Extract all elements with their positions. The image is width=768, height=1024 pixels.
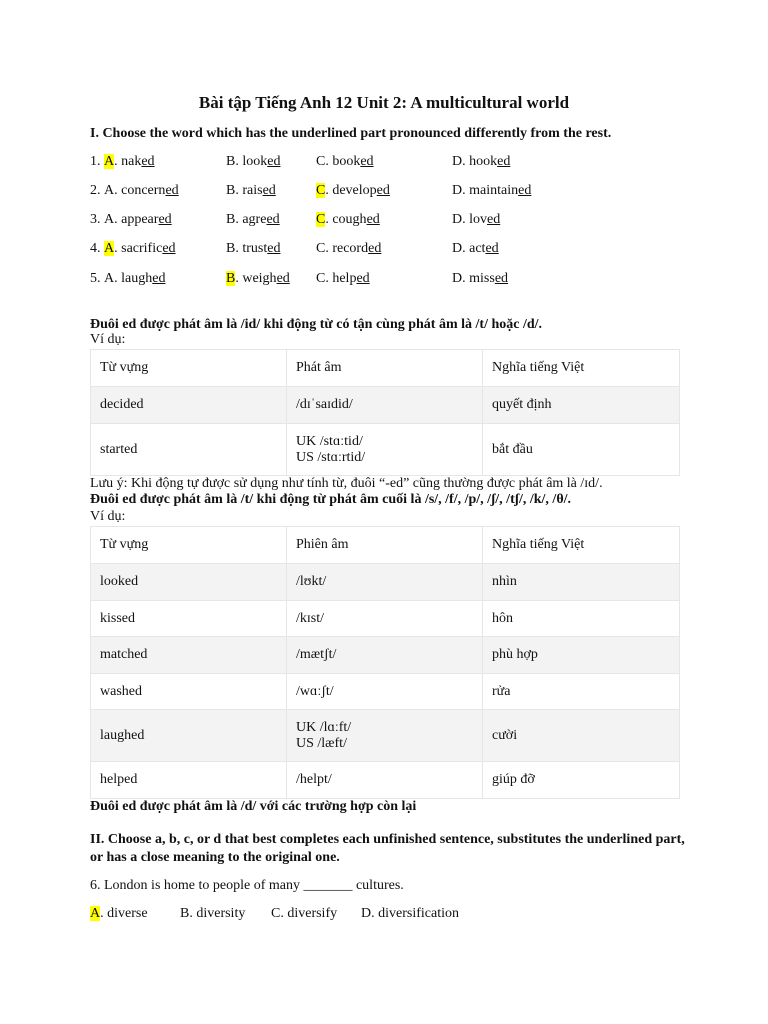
underlined-suffix: ed	[267, 154, 281, 169]
table-row	[91, 762, 680, 799]
cell-text: US /læft/	[296, 735, 347, 751]
underlined-suffix: ed	[368, 241, 382, 256]
answer-option-c	[316, 183, 390, 199]
option-stem: cough	[328, 212, 367, 227]
option-letter: D	[452, 183, 463, 198]
cell-text: Phát âm	[296, 360, 342, 375]
option-separator: .	[462, 212, 466, 227]
answer-option-c	[271, 906, 337, 922]
cell-text: /dɪˈsaɪdid/	[296, 397, 353, 412]
question-number: 4.	[90, 241, 101, 256]
cell-text: bắt đầu	[492, 441, 533, 457]
option-separator: .	[325, 212, 329, 227]
answer-option-a	[104, 154, 155, 170]
cell-text: phù hợp	[492, 647, 538, 662]
underlined-suffix: ed	[165, 183, 179, 198]
cell-text: /lʊkt/	[296, 574, 327, 589]
table-row	[91, 564, 680, 601]
answer-option-d	[361, 906, 459, 922]
table-cell	[483, 762, 680, 799]
option-stem: rais	[238, 183, 263, 198]
table-cell	[287, 424, 483, 476]
option-separator: .	[114, 212, 118, 227]
option-stem: maintain	[465, 183, 519, 198]
underlined-suffix: ed	[152, 271, 166, 286]
question-6-text: 6. London is home to people of many _______ cultures.	[90, 878, 404, 893]
question-number: 3.	[90, 212, 101, 227]
option-text: . diversification	[371, 906, 459, 921]
option-stem: concern	[117, 183, 166, 198]
table-header-cell	[287, 527, 483, 564]
rule-t-example-label: Ví dụ:	[90, 509, 126, 524]
table-cell	[91, 424, 287, 476]
underlined-suffix: ed	[485, 241, 499, 256]
table-cell	[91, 762, 287, 799]
table-cell	[91, 637, 287, 674]
table-cell	[483, 387, 680, 424]
table-cell	[287, 637, 483, 674]
cell-text: matched	[100, 647, 148, 662]
underlined-suffix: ed	[494, 271, 509, 286]
answer-option-b	[226, 241, 280, 257]
question-number: 5.	[90, 271, 101, 286]
cell-text: quyết định	[492, 397, 552, 412]
option-letter: B	[226, 241, 236, 256]
option-separator: .	[462, 183, 466, 198]
table-header-cell	[287, 350, 483, 387]
option-stem: lov	[465, 212, 488, 227]
underlined-suffix: ed	[366, 212, 380, 227]
question-row	[90, 183, 690, 203]
cell-text: hôn	[492, 610, 513, 626]
table-header-cell	[91, 350, 287, 387]
option-separator: .	[325, 154, 329, 169]
option-letter: C	[316, 154, 326, 169]
option-letter: D	[452, 241, 463, 256]
cell-text: cười	[492, 727, 518, 743]
cell-text: started	[100, 441, 138, 457]
underlined-suffix: ed	[162, 241, 176, 256]
table-row	[91, 637, 680, 674]
table-header-cell	[483, 350, 680, 387]
answer-option-b	[226, 154, 280, 170]
table-cell	[91, 601, 287, 637]
pronunciation-table-id	[90, 349, 680, 476]
table-header-cell	[91, 527, 287, 564]
underlined-suffix: ed	[360, 154, 374, 169]
option-separator: .	[462, 241, 466, 256]
option-separator: .	[462, 154, 466, 169]
cell-text: /mætʃt/	[296, 647, 337, 662]
answer-option-d	[452, 183, 531, 199]
table-cell	[483, 601, 680, 637]
option-letter: C	[316, 271, 326, 286]
table-cell	[483, 710, 680, 762]
cell-text: /helpt/	[296, 772, 332, 787]
underlined-suffix: ed	[262, 183, 276, 198]
cell-text: helped	[100, 772, 138, 787]
answer-option-c	[316, 212, 380, 228]
rule-id-heading: Đuôi ed được phát âm là /id/ khi động từ có tận cùng phát âm là /t/ hoặc /d/.	[90, 317, 543, 332]
section1-instruction: I. Choose the word which has the underlined part pronounced differently from the rest.	[90, 126, 612, 141]
option-separator: .	[325, 271, 329, 286]
option-stem: book	[328, 154, 361, 169]
question-row	[90, 154, 690, 174]
table-cell	[483, 674, 680, 710]
cell-text: rửa	[492, 683, 511, 699]
option-stem: hook	[465, 154, 498, 169]
table-cell	[287, 674, 483, 710]
table-cell	[483, 637, 680, 674]
rule-t-heading: Đuôi ed được phát âm là /t/ khi động từ phát âm cuối là /s/, /f/, /p/, /ʃ/, /tʃ/, /k/, /θ/.	[90, 492, 572, 507]
option-stem: record	[328, 241, 369, 256]
option-stem: help	[328, 271, 357, 286]
underlined-suffix: ed	[266, 212, 280, 227]
question-number: 1.	[90, 154, 101, 169]
underlined-suffix: ed	[267, 241, 281, 256]
page-title: Bài tập Tiếng Anh 12 Unit 2: A multicultural world	[198, 93, 570, 112]
underlined-suffix: ed	[141, 154, 155, 169]
option-separator: .	[235, 241, 239, 256]
option-stem: sacrific	[117, 241, 163, 256]
underlined-suffix: ed	[497, 154, 511, 169]
table-row	[91, 674, 680, 710]
underlined-suffix: ed	[518, 183, 532, 198]
table-cell	[287, 601, 483, 637]
question-number: 2.	[90, 183, 101, 198]
option-letter: C	[316, 183, 326, 198]
table-cell	[91, 564, 287, 601]
option-text: . diverse	[100, 906, 148, 921]
cell-text: laughed	[100, 727, 145, 743]
answer-option-c	[316, 271, 370, 287]
rule-d-heading: Đuôi ed được phát âm là /d/ với các trường hợp còn lại	[90, 799, 417, 814]
underlined-suffix: ed	[356, 271, 370, 286]
table-cell	[287, 710, 483, 762]
option-letter: D	[361, 906, 372, 921]
table-cell	[287, 762, 483, 799]
option-stem: look	[238, 154, 268, 169]
table-cell	[287, 387, 483, 424]
option-stem: appear	[117, 212, 159, 227]
cell-text: washed	[100, 683, 142, 699]
table-row	[91, 601, 680, 637]
option-letter: C	[316, 212, 326, 227]
option-separator: .	[462, 271, 466, 286]
table-cell	[483, 424, 680, 476]
option-separator: .	[235, 271, 239, 286]
table-header-cell	[483, 527, 680, 564]
cell-text: decided	[100, 397, 144, 412]
question-row	[90, 241, 690, 261]
option-text: . diversity	[189, 906, 246, 921]
table-cell	[91, 387, 287, 424]
option-letter: B	[180, 906, 190, 921]
cell-text: Nghĩa tiếng Việt	[492, 537, 585, 552]
option-stem: weigh	[238, 271, 277, 286]
option-letter: A	[104, 183, 115, 198]
option-stem: develop	[328, 183, 377, 198]
question-row	[90, 271, 690, 291]
option-letter: A	[104, 241, 115, 256]
question-6-options	[90, 906, 690, 926]
option-letter: A	[104, 154, 115, 169]
answer-option-b	[226, 212, 280, 228]
option-stem: trust	[238, 241, 268, 256]
cell-text: nhìn	[492, 574, 517, 589]
option-stem: nak	[117, 154, 142, 169]
cell-text: giúp đỡ	[492, 772, 535, 787]
answer-option-d	[452, 212, 500, 228]
option-letter: D	[452, 212, 463, 227]
section2-instruction-line1: II. Choose a, b, c, or d that best completes each unfinished sentence, substitutes the underlined part,	[90, 832, 685, 847]
option-stem: laugh	[117, 271, 153, 286]
answer-option-a	[104, 271, 165, 287]
underlined-suffix: ed	[376, 183, 390, 198]
cell-text: US /stɑːrtid/	[296, 449, 366, 465]
table-cell	[287, 564, 483, 601]
answer-option-b	[226, 271, 290, 287]
option-letter: C	[316, 241, 326, 256]
cell-text: kissed	[100, 610, 135, 626]
option-text: . diversify	[280, 906, 338, 921]
section2-instruction-line2: or has a close meaning to the original one.	[90, 850, 340, 865]
answer-option-c	[316, 154, 374, 170]
answer-option-d	[452, 154, 510, 170]
table-cell	[483, 564, 680, 601]
option-letter: B	[226, 154, 236, 169]
answer-option-d	[452, 241, 499, 257]
cell-text: looked	[100, 574, 139, 589]
table-cell	[91, 710, 287, 762]
option-letter: B	[226, 183, 236, 198]
option-separator: .	[235, 154, 239, 169]
underlined-suffix: ed	[487, 212, 501, 227]
answer-option-c	[316, 241, 381, 257]
answer-option-a	[90, 906, 148, 922]
pronunciation-table-t	[90, 526, 680, 799]
table-header-row	[91, 350, 680, 387]
option-letter: A	[104, 271, 115, 286]
answer-option-b	[180, 906, 245, 922]
answer-option-a	[104, 212, 172, 228]
option-separator: .	[325, 241, 329, 256]
table-row	[91, 710, 680, 762]
option-letter: D	[452, 154, 463, 169]
table-cell	[91, 674, 287, 710]
rule-id-example-label: Ví dụ:	[90, 332, 126, 347]
option-separator: .	[235, 212, 239, 227]
option-separator: .	[114, 241, 118, 256]
option-separator: .	[114, 183, 118, 198]
table-row	[91, 424, 680, 476]
cell-text: Phiên âm	[296, 537, 349, 552]
cell-text: UK /lɑːft/	[296, 719, 352, 735]
option-letter: A	[104, 212, 115, 227]
question-row	[90, 212, 690, 232]
cell-text: UK /stɑːtid/	[296, 433, 363, 449]
cell-text: /kɪst/	[296, 610, 325, 626]
option-letter: B	[226, 271, 236, 286]
option-stem: miss	[465, 271, 495, 286]
option-stem: agre	[238, 212, 267, 227]
option-separator: .	[114, 271, 118, 286]
underlined-suffix: ed	[276, 271, 290, 286]
underlined-suffix: ed	[158, 212, 172, 227]
answer-option-a	[104, 183, 179, 199]
option-letter: B	[226, 212, 236, 227]
answer-option-b	[226, 183, 276, 199]
answer-option-a	[104, 241, 176, 257]
option-letter: C	[271, 906, 281, 921]
cell-text: /wɑːʃt/	[296, 683, 334, 699]
table-header-row	[91, 527, 680, 564]
option-letter: D	[452, 271, 463, 286]
answer-option-d	[452, 271, 508, 287]
option-separator: .	[235, 183, 239, 198]
option-separator: .	[325, 183, 329, 198]
option-separator: .	[114, 154, 118, 169]
rule-id-note: Lưu ý: Khi động tự được sử dụng như tính từ, đuôi “-ed” cũng thường được phát âm là /ɪd/.	[90, 476, 603, 491]
table-row	[91, 387, 680, 424]
cell-text: Từ vựng	[100, 360, 149, 375]
option-stem: act	[465, 241, 486, 256]
option-letter: A	[90, 906, 101, 921]
cell-text: Nghĩa tiếng Việt	[492, 360, 585, 375]
cell-text: Từ vựng	[100, 537, 149, 552]
